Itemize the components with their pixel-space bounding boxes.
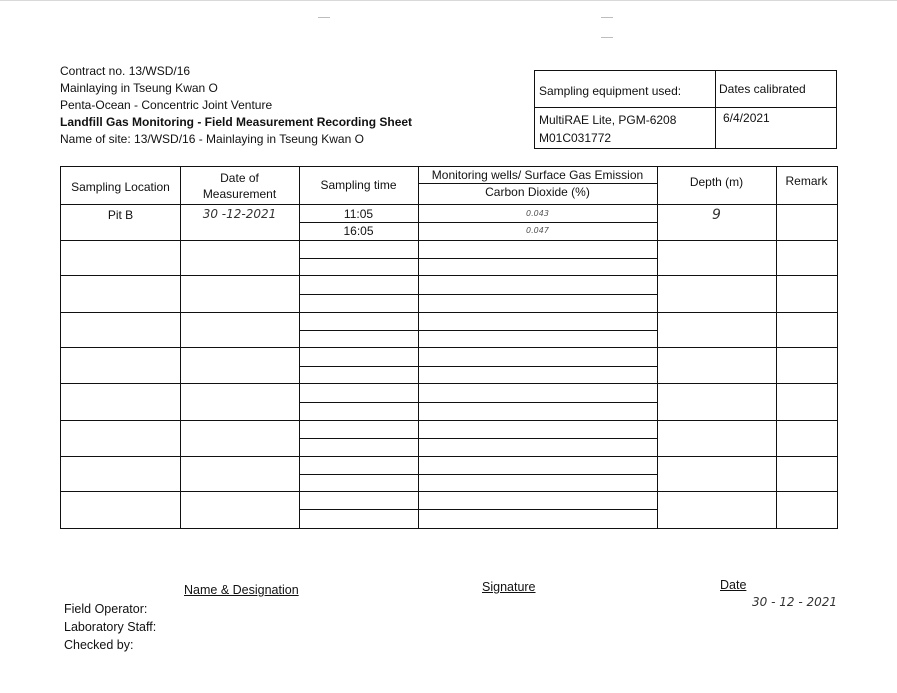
header-co2: Carbon Dioxide (%): [485, 185, 590, 199]
header-date-line1: Date of: [220, 171, 259, 185]
scan-mark: [601, 37, 613, 38]
header-monitoring: Monitoring wells/ Surface Gas Emission: [431, 168, 644, 182]
project-name: Mainlaying in Tseung Kwan O: [60, 81, 218, 95]
scan-mark: [318, 17, 330, 18]
signed-date: 30 - 12 - 2021: [752, 595, 837, 609]
cell-co2-1: 0.043: [526, 209, 549, 218]
document-title: Landfill Gas Monitoring - Field Measurement Recording Sheet: [60, 115, 413, 129]
header-depth: Depth (m): [689, 175, 744, 189]
header-date-line2: Measurement: [202, 187, 277, 201]
page-top-edge: [0, 0, 897, 1]
cell-co2-2: 0.047: [526, 226, 549, 235]
calibrated-header: Dates calibrated: [719, 82, 806, 96]
name-designation-label: Name & Designation: [184, 583, 299, 597]
equipment-header: Sampling equipment used:: [539, 84, 682, 98]
contractor-name: Penta-Ocean - Concentric Joint Venture: [60, 98, 273, 112]
cell-time-1: 11:05: [343, 207, 374, 221]
cell-depth: 9: [712, 207, 721, 223]
header-sampling-time: Sampling time: [320, 178, 397, 192]
checked-by-label: Checked by:: [64, 638, 134, 652]
header-remark: Remark: [785, 174, 828, 188]
scan-mark: [601, 17, 613, 18]
cell-date: 30 -12-2021: [202, 207, 277, 221]
date-label: Date: [720, 578, 747, 592]
site-name: Name of site: 13/WSD/16 - Mainlaying in Tseung Kwan O: [60, 132, 364, 146]
calibration-date: 6/4/2021: [723, 111, 770, 125]
laboratory-staff-label: Laboratory Staff:: [64, 620, 157, 634]
header-sampling-location: Sampling Location: [71, 180, 170, 194]
field-operator-label: Field Operator:: [64, 602, 148, 616]
signature-label: Signature: [482, 580, 536, 594]
document-header: [60, 63, 412, 148]
measurement-table: [60, 166, 838, 529]
equipment-model: MultiRAE Lite, PGM-6208: [539, 113, 677, 127]
cell-location: Pit B: [107, 208, 134, 222]
equipment-table: [534, 70, 837, 149]
cell-time-2: 16:05: [343, 224, 374, 238]
contract-number: Contract no. 13/WSD/16: [60, 64, 191, 78]
equipment-serial: M01C031772: [539, 131, 612, 145]
